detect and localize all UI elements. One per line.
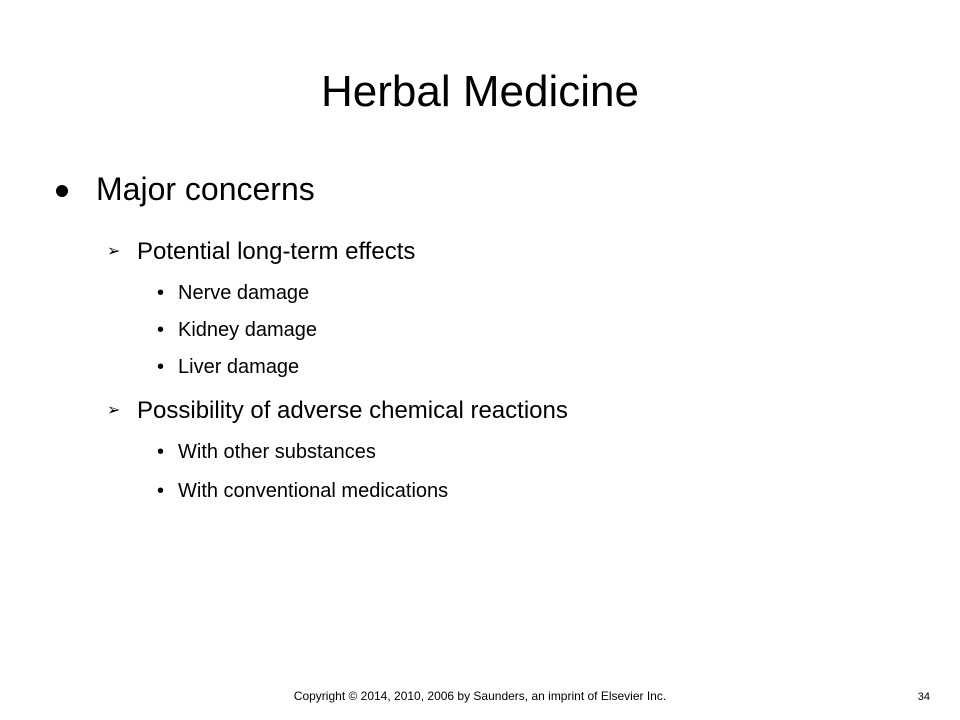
bullet-dot-icon: • — [157, 282, 165, 304]
copyright-footer: Copyright © 2014, 2010, 2006 by Saunders, an imprint of Elsevier Inc. — [293, 689, 667, 703]
list-item — [157, 440, 376, 464]
arrow-bullet-icon: ➢ — [107, 243, 121, 260]
list-item — [157, 318, 317, 342]
list-item-text: Nerve damage — [178, 282, 310, 304]
sub-bullet-text: Possibility of adverse chemical reactions — [137, 397, 568, 424]
list-item-text: Kidney damage — [178, 319, 317, 341]
bullet-dot-icon: • — [157, 441, 165, 463]
sub-bullet-adverse-reactions — [107, 396, 568, 426]
list-item-text: Liver damage — [178, 356, 300, 378]
bullet-dot-icon: • — [157, 480, 165, 502]
bullet-dot-icon: • — [157, 319, 165, 341]
list-item — [157, 355, 299, 379]
filled-circle-bullet-icon — [56, 185, 68, 197]
page-number: 34 — [917, 691, 930, 703]
bullet-dot-icon: • — [157, 356, 165, 378]
list-item — [157, 479, 448, 503]
slide-title: Herbal Medicine — [321, 67, 639, 116]
sub-bullet-text: Potential long-term effects — [137, 238, 416, 265]
main-bullet — [56, 171, 315, 207]
arrow-bullet-icon: ➢ — [107, 402, 121, 419]
list-item — [157, 281, 309, 305]
sub-bullet-long-term-effects — [107, 237, 415, 267]
list-item-text: With conventional medications — [178, 480, 449, 502]
main-bullet-text: Major concerns — [96, 171, 315, 207]
list-item-text: With other substances — [178, 441, 376, 463]
